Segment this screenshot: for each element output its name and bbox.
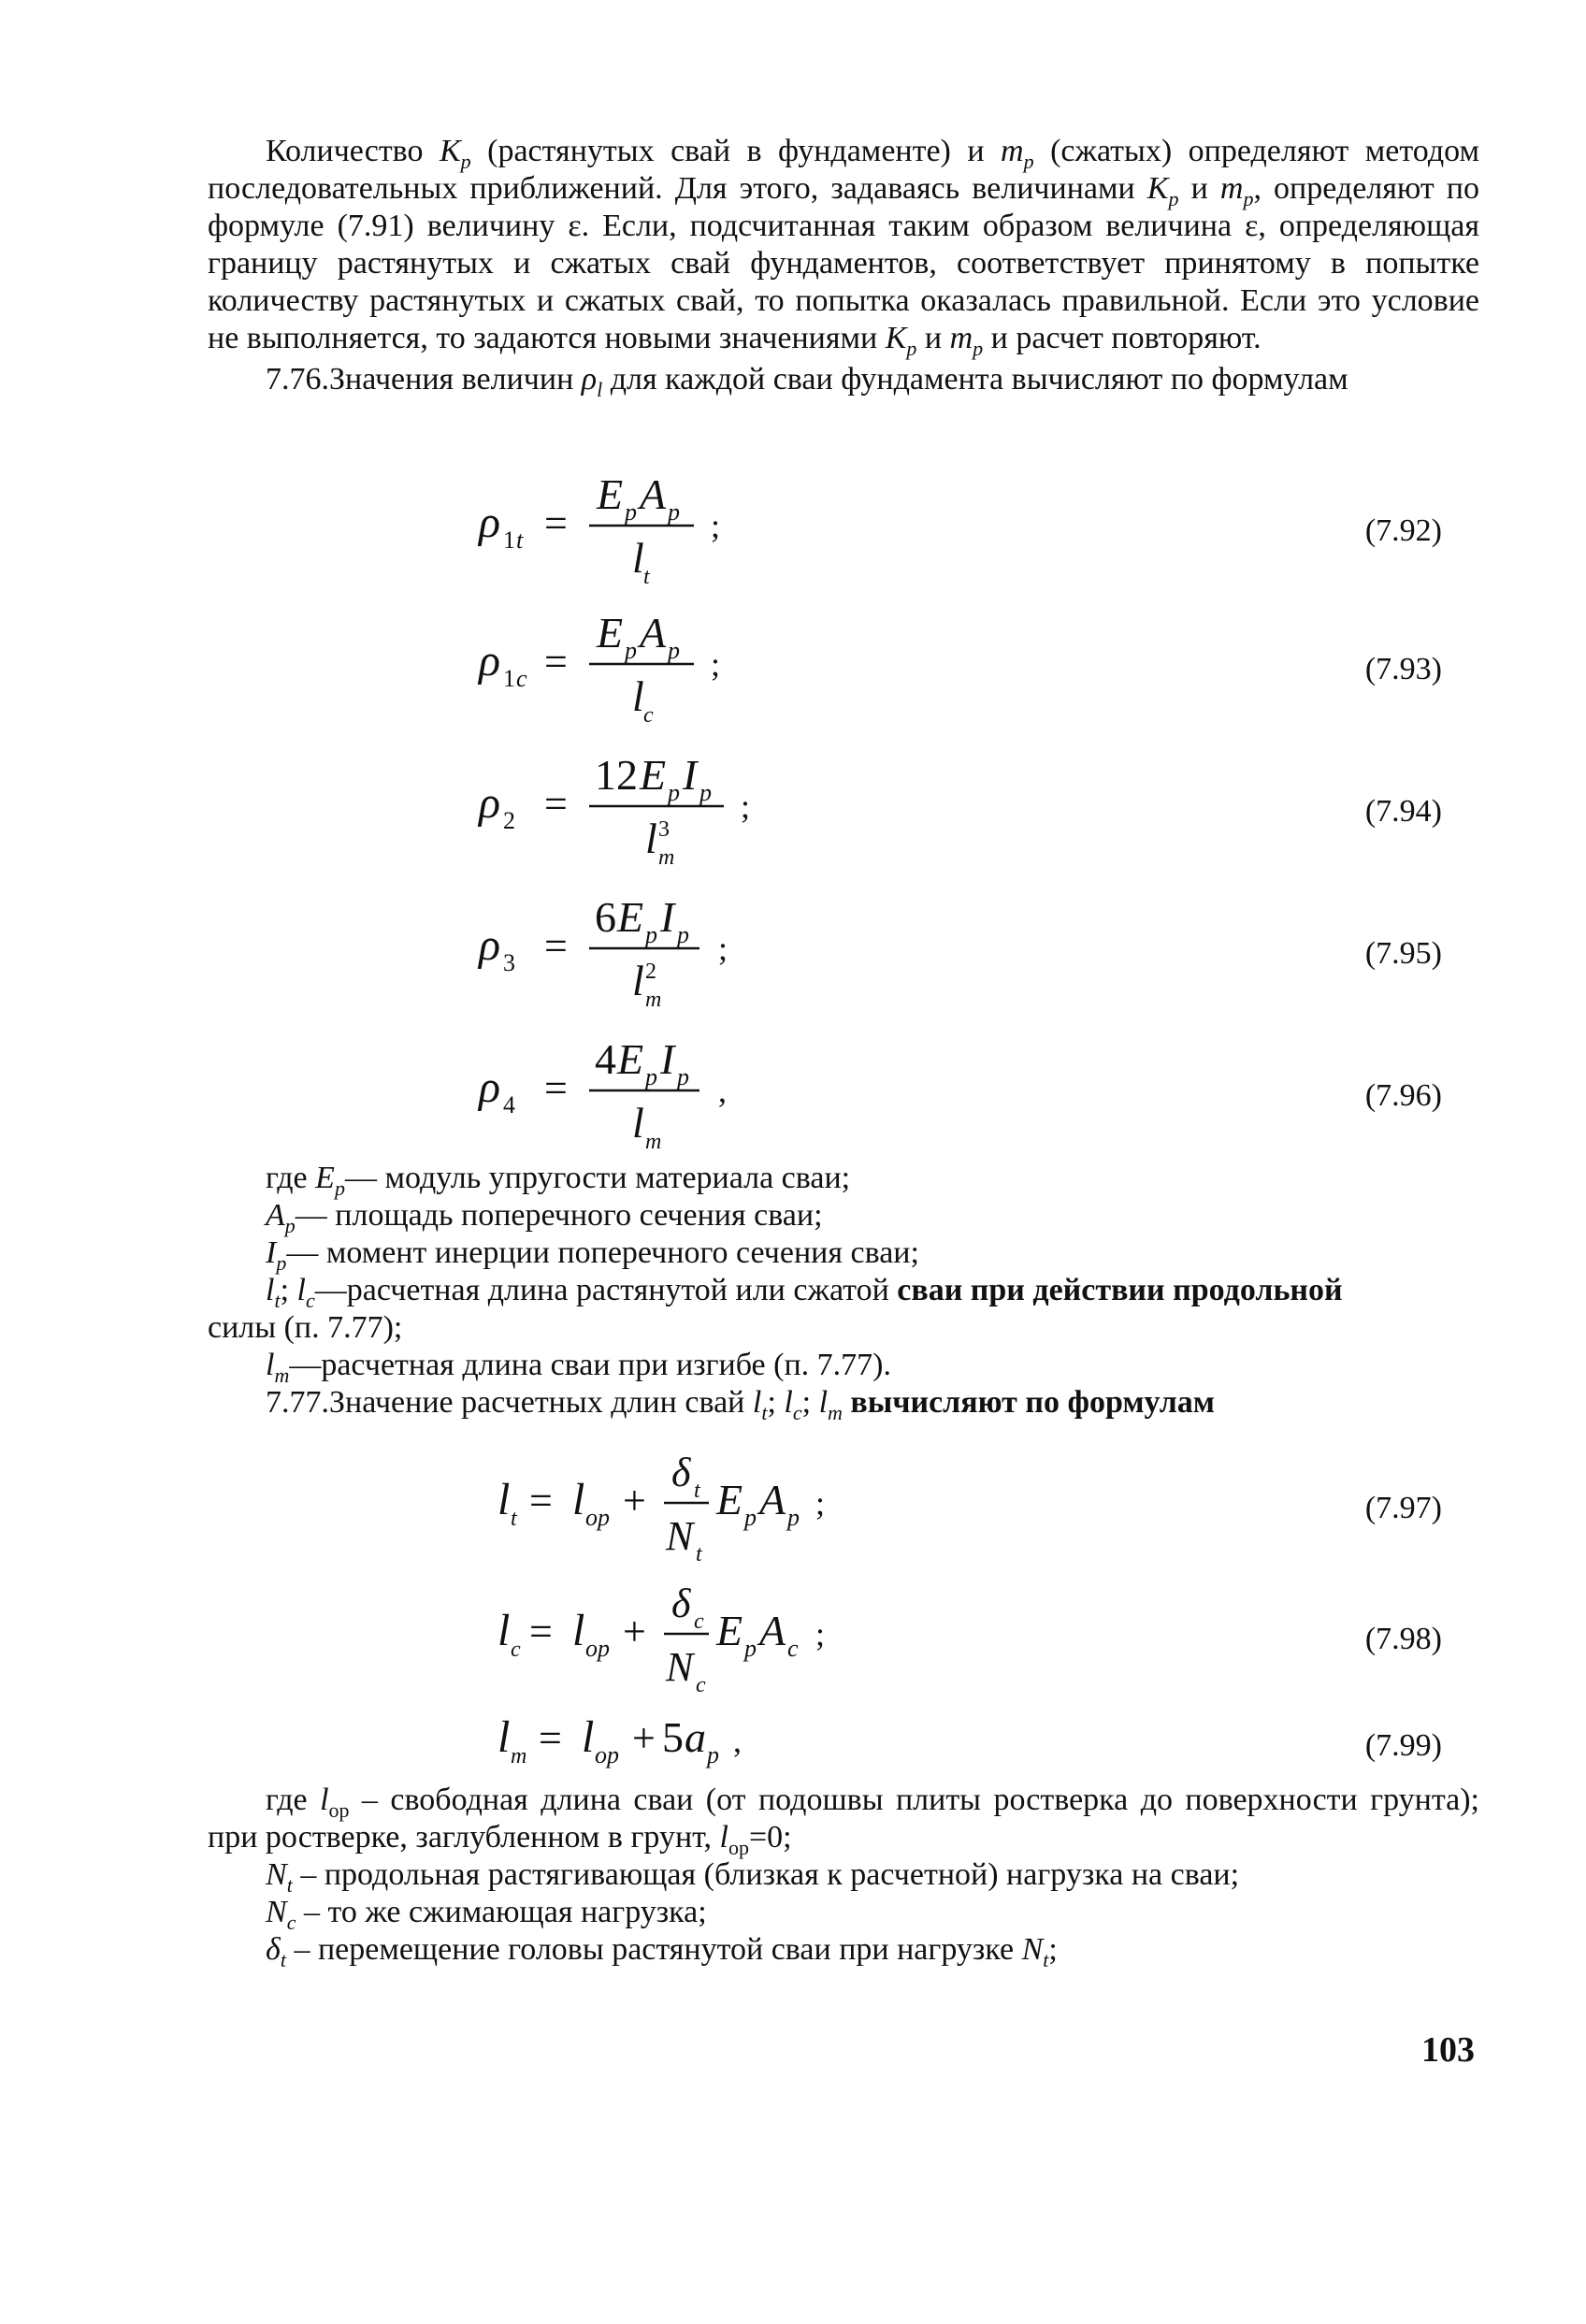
svg-text:c: c [516, 665, 527, 692]
definition-lop: где $l_{ор}$ – свободная длина сваи (от подошвы плиты ростверка до поверхности грунта); при ростверке, заглубленном в грунт, $l_{ор}=0$; [208, 1783, 1479, 1859]
equation-7-95 [208, 890, 1479, 1012]
equation-number: (7.98) [1364, 1622, 1442, 1656]
svg-text:ρ: ρ [479, 920, 501, 970]
svg-text:t: t [643, 565, 650, 589]
equation-7-94-math [479, 748, 946, 879]
svg-text:l: l [497, 1712, 511, 1762]
svg-text:;: ; [741, 787, 751, 825]
svg-text:l: l [632, 534, 644, 582]
intro-paragraph: Количество $K_p$ (растянутых свай в фундаменте) и $m_p$ (сжатых) определяют методом последовательных приближений. Для этого, задаваясь величинами $K_p$ и $m_p$, определяют по формуле (7.91) величину ε. Если, подсчитанная таким образом величина ε, определяющая границу растянутых и сжатых свай фундаментов, соответствует принятому в попытке количеству растянутых и сжатых свай, то попытка оказалась правильной. Если это условие не выполняется, то задаются новыми значениями $K_p$ и $m_p$ и расчет повторяют. [208, 134, 1479, 360]
equation-number: (7.92) [1364, 513, 1442, 548]
svg-text:;: ; [815, 1615, 826, 1653]
svg-text:c: c [696, 1673, 706, 1697]
svg-text:=: = [529, 1478, 553, 1523]
svg-text:A: A [759, 1476, 786, 1523]
svg-text:=: = [544, 639, 568, 685]
svg-text:t: t [511, 1507, 517, 1531]
section-7-77-intro: 7.77.Значение расчетных длин свай $l_t$; $l_c$; $l_m$ вычисляют по формулам [266, 1385, 1215, 1424]
svg-text:a: a [685, 1713, 706, 1761]
svg-text:m: m [645, 988, 662, 1012]
svg-text:c: c [694, 1609, 704, 1634]
svg-text:2: 2 [645, 960, 656, 984]
svg-text:=: = [539, 1715, 562, 1761]
page-number: 103 [1421, 2030, 1475, 2070]
svg-text:E: E [716, 1607, 743, 1654]
formula-group-rho [208, 468, 1479, 1178]
definitions-block-2 [208, 1782, 1479, 1969]
svg-text:1: 1 [503, 665, 515, 692]
svg-text:E: E [617, 1035, 644, 1083]
svg-text:A: A [759, 1607, 786, 1654]
svg-text:=: = [544, 500, 568, 546]
equation-7-92 [208, 468, 1479, 589]
svg-text:c: c [787, 1635, 799, 1662]
definition-lm: $l_m—расчетная$ длина сваи при изгибе (п. 7.77). [266, 1348, 891, 1387]
svg-text:ρ: ρ [479, 636, 501, 686]
definitions-block-1 [208, 1160, 1479, 1422]
svg-text:p: p [744, 1504, 757, 1531]
equation-7-94 [208, 748, 1479, 870]
equation-7-97 [208, 1445, 1479, 1566]
definition-ap: $A_p—$ площадь поперечного сечения сваи; [266, 1198, 823, 1237]
svg-text:t: t [516, 527, 524, 554]
svg-text:2: 2 [503, 807, 515, 834]
svg-text:I: I [683, 751, 698, 799]
svg-text:l: l [645, 815, 657, 862]
svg-text:p: p [707, 1741, 719, 1768]
svg-text:E: E [597, 609, 624, 657]
equation-number: (7.99) [1364, 1728, 1442, 1763]
svg-text:+: + [632, 1715, 656, 1761]
svg-text:N: N [666, 1644, 694, 1690]
svg-text:l: l [632, 672, 644, 720]
equation-7-96-math [479, 1032, 946, 1163]
svg-text:=: = [544, 1065, 568, 1111]
equation-7-97-math [497, 1445, 1021, 1576]
svg-text:m: m [658, 845, 675, 870]
equation-7-98-math [497, 1576, 1021, 1707]
svg-text:t: t [696, 1542, 702, 1566]
svg-text:E: E [640, 751, 667, 799]
svg-text:=: = [529, 1609, 553, 1654]
equation-7-96 [208, 1032, 1479, 1154]
svg-text:6: 6 [595, 893, 616, 941]
svg-text:I: I [660, 1035, 675, 1083]
svg-text:A: A [640, 609, 667, 657]
equation-7-98 [208, 1576, 1479, 1697]
svg-text:l: l [582, 1712, 595, 1762]
svg-text:I: I [660, 893, 675, 941]
svg-text:p: p [677, 1063, 689, 1090]
definition-nt: $N_t$ – продольная растягивающая (близкая к расчетной) нагрузка на сваи; [266, 1857, 1240, 1897]
svg-text:c: c [643, 703, 654, 728]
svg-text:p: p [668, 779, 680, 806]
svg-text:ρ: ρ [479, 498, 501, 547]
svg-text:+: + [623, 1478, 646, 1523]
svg-text:m: m [511, 1744, 527, 1768]
section-7-76-intro: 7.76.Значения величин $\rho_l$ для каждой сваи фундамента вычисляют по формулам [266, 362, 1348, 401]
equation-7-93-math [479, 606, 946, 737]
svg-text:E: E [597, 470, 624, 518]
svg-text:,: , [733, 1722, 742, 1759]
svg-text:N: N [666, 1513, 694, 1559]
svg-text:c: c [511, 1638, 521, 1662]
svg-text:A: A [640, 470, 667, 518]
definition-ep: где $E_p—$ модуль упругости материала сваи; [266, 1161, 851, 1200]
svg-text:t: t [694, 1479, 700, 1503]
intro-block [208, 133, 1479, 401]
svg-text:ρ: ρ [479, 778, 501, 828]
definition-lt-lc-continued: силы (п. 7.77); [208, 1310, 403, 1345]
svg-text:p: p [677, 921, 689, 948]
equation-7-95-math [479, 890, 946, 1021]
svg-text:+: + [623, 1609, 646, 1654]
svg-text:3: 3 [658, 817, 670, 842]
svg-text:3: 3 [503, 949, 515, 976]
svg-text:p: p [645, 1063, 657, 1090]
svg-text:p: p [787, 1504, 800, 1531]
svg-text:p: p [699, 779, 712, 806]
svg-text:p: p [668, 498, 680, 526]
svg-text:l: l [497, 1606, 511, 1655]
svg-text:4: 4 [595, 1035, 616, 1083]
svg-text:;: ; [718, 930, 728, 967]
svg-text:p: p [625, 498, 637, 526]
equation-number: (7.96) [1364, 1078, 1442, 1113]
svg-text:E: E [617, 893, 644, 941]
svg-text:E: E [716, 1476, 743, 1523]
svg-text:12: 12 [595, 751, 638, 799]
svg-text:=: = [544, 923, 568, 969]
svg-text:op: op [595, 1741, 619, 1768]
svg-text:l: l [632, 957, 644, 1004]
svg-text:=: = [544, 781, 568, 827]
svg-text:δ: δ [671, 1581, 691, 1626]
svg-text:,: , [718, 1072, 727, 1109]
svg-text:1: 1 [503, 527, 515, 554]
definition-delta-t: $\delta_t$ – перемещение головы растянутой сваи при нагрузке $N_t$; [266, 1932, 1058, 1971]
svg-text:;: ; [711, 507, 721, 544]
svg-text:op: op [585, 1635, 610, 1662]
equation-number: (7.95) [1364, 936, 1442, 971]
svg-text:p: p [744, 1635, 757, 1662]
equation-number: (7.93) [1364, 652, 1442, 686]
equation-7-92-math [479, 468, 946, 599]
svg-text:op: op [585, 1504, 610, 1531]
equation-number: (7.97) [1364, 1491, 1442, 1525]
definition-lt-lc: $l_t$; $l_c—расчетная$ длина растянутой или сжатой сваи при действии продольной [266, 1273, 1343, 1312]
svg-text:4: 4 [503, 1091, 515, 1119]
svg-text:p: p [668, 637, 680, 664]
svg-text:l: l [632, 1099, 644, 1147]
svg-text:5: 5 [662, 1713, 684, 1761]
svg-text:ρ: ρ [479, 1062, 501, 1112]
equation-number: (7.94) [1364, 794, 1442, 829]
formula-group-lengths [208, 1445, 1479, 1782]
definition-ip: $I_p—$ момент инерции поперечного сечения сваи; [266, 1235, 919, 1275]
equation-7-93 [208, 606, 1479, 728]
svg-text:;: ; [815, 1484, 826, 1522]
svg-text:l: l [572, 1606, 585, 1655]
svg-text:;: ; [711, 645, 721, 683]
svg-text:l: l [497, 1475, 511, 1524]
svg-text:p: p [625, 637, 637, 664]
definition-nc: $N_c$ – то же сжимающая нагрузка; [266, 1895, 707, 1934]
svg-text:δ: δ [671, 1450, 691, 1495]
svg-text:p: p [645, 921, 657, 948]
svg-text:l: l [572, 1475, 585, 1524]
svg-text:m: m [645, 1130, 662, 1154]
